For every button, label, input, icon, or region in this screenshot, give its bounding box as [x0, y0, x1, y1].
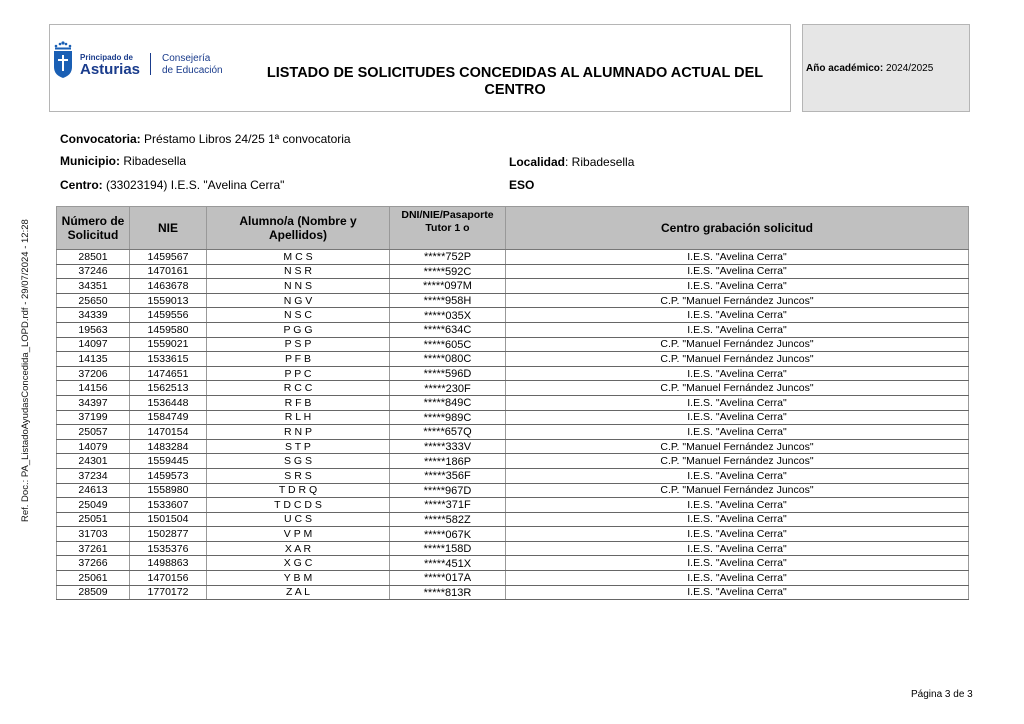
table-row [57, 395, 969, 410]
cell-numero: 24301 [57, 454, 130, 469]
cell-dni-tutor: *****596D [390, 366, 506, 381]
logo-department [162, 53, 223, 77]
cell-dni-tutor: *****592C [390, 264, 506, 279]
academic-year-box [802, 24, 970, 112]
cell-dni-tutor: *****067K [390, 527, 506, 542]
cell-numero: 25061 [57, 571, 130, 586]
cell-centro: C.P. "Manuel Fernández Juncos" [506, 293, 969, 308]
cell-alumno: N S R [207, 264, 390, 279]
cell-dni-tutor: *****958H [390, 293, 506, 308]
cell-centro: I.E.S. "Avelina Cerra" [506, 395, 969, 410]
cell-dni-tutor: *****582Z [390, 512, 506, 527]
academic-year-value: 2024/2025 [886, 63, 934, 74]
col-header-alumno: Alumno/a (Nombre y Apellidos) [207, 207, 390, 250]
table-row [57, 381, 969, 396]
cell-nie: 1459567 [130, 250, 207, 265]
table-row [57, 308, 969, 323]
cell-numero: 25049 [57, 498, 130, 513]
logo-separator [150, 53, 151, 75]
cell-alumno: T D R Q [207, 483, 390, 498]
cell-alumno: R C C [207, 381, 390, 396]
document-title: LISTADO DE SOLICITUDES CONCEDIDAS AL ALUMNADO ACTUAL DEL CENTRO [266, 65, 764, 98]
table-row [57, 322, 969, 337]
cell-alumno: S T P [207, 439, 390, 454]
cell-dni-tutor: *****230F [390, 381, 506, 396]
table-row [57, 425, 969, 440]
municipio-value: Ribadesella [123, 154, 187, 168]
cell-nie: 1459580 [130, 322, 207, 337]
cell-centro: I.E.S. "Avelina Cerra" [506, 527, 969, 542]
cell-alumno: M C S [207, 250, 390, 265]
cell-dni-tutor: *****080C [390, 352, 506, 367]
cell-numero: 24613 [57, 483, 130, 498]
academic-year-label: Año académico: [806, 63, 884, 74]
cell-alumno: N G V [207, 293, 390, 308]
dept-line2: de Educación [162, 65, 223, 76]
cell-nie: 1474651 [130, 366, 207, 381]
cell-numero: 25057 [57, 425, 130, 440]
cell-centro: I.E.S. "Avelina Cerra" [506, 571, 969, 586]
col-header-nie: NIE [130, 207, 207, 250]
cell-numero: 14097 [57, 337, 130, 352]
col-header-numero: Número de Solicitud [57, 207, 130, 250]
cell-numero: 14135 [57, 352, 130, 367]
cell-nie: 1502877 [130, 527, 207, 542]
cell-alumno: N N S [207, 279, 390, 294]
document-reference: Ref. Doc.: PA_ListadoAyudasConcedida_LOPD.rdf - 29/07/2024 - 12:28 [20, 219, 31, 522]
cell-alumno: S R S [207, 468, 390, 483]
cell-numero: 37206 [57, 366, 130, 381]
cell-alumno: R N P [207, 425, 390, 440]
cell-numero: 28501 [57, 250, 130, 265]
cell-centro: I.E.S. "Avelina Cerra" [506, 425, 969, 440]
table-row [57, 512, 969, 527]
principado-asturias-logo [50, 41, 240, 81]
cell-numero: 19563 [57, 322, 130, 337]
cell-alumno: P S P [207, 337, 390, 352]
centro-label: Centro: [60, 178, 106, 192]
centro-value: (33023194) I.E.S. "Avelina Cerra" [106, 178, 285, 192]
localidad-line [509, 155, 634, 169]
cell-centro: I.E.S. "Avelina Cerra" [506, 322, 969, 337]
cell-centro: C.P. "Manuel Fernández Juncos" [506, 454, 969, 469]
cell-centro: I.E.S. "Avelina Cerra" [506, 556, 969, 571]
cell-nie: 1559013 [130, 293, 207, 308]
cell-numero: 37261 [57, 541, 130, 556]
etapa-value: ESO [509, 178, 535, 192]
cell-numero: 37266 [57, 556, 130, 571]
cell-numero: 34351 [57, 279, 130, 294]
cell-nie: 1463678 [130, 279, 207, 294]
cell-dni-tutor: *****752P [390, 250, 506, 265]
cell-centro: C.P. "Manuel Fernández Juncos" [506, 352, 969, 367]
cell-nie: 1535376 [130, 541, 207, 556]
cell-centro: I.E.S. "Avelina Cerra" [506, 366, 969, 381]
cell-centro: I.E.S. "Avelina Cerra" [506, 308, 969, 323]
table-row [57, 293, 969, 308]
table-row [57, 250, 969, 265]
cell-dni-tutor: *****017A [390, 571, 506, 586]
cell-numero: 37199 [57, 410, 130, 425]
table-row [57, 498, 969, 513]
cell-alumno: S G S [207, 454, 390, 469]
cell-nie: 1483284 [130, 439, 207, 454]
cell-nie: 1501504 [130, 512, 207, 527]
cell-centro: C.P. "Manuel Fernández Juncos" [506, 439, 969, 454]
cell-nie: 1562513 [130, 381, 207, 396]
cell-centro: I.E.S. "Avelina Cerra" [506, 498, 969, 513]
page-number: Página 3 de 3 [911, 689, 973, 700]
cell-nie: 1559445 [130, 454, 207, 469]
table-row [57, 366, 969, 381]
cell-dni-tutor: *****333V [390, 439, 506, 454]
col-header-dni-tutor: DNI/NIE/Pasaporte Tutor 1 o [390, 207, 506, 250]
cell-nie: 1470161 [130, 264, 207, 279]
cell-nie: 1470154 [130, 425, 207, 440]
cell-dni-tutor: *****158D [390, 541, 506, 556]
table-row [57, 439, 969, 454]
cell-alumno: R F B [207, 395, 390, 410]
cell-dni-tutor: *****967D [390, 483, 506, 498]
cell-centro: I.E.S. "Avelina Cerra" [506, 541, 969, 556]
cell-numero: 28509 [57, 585, 130, 600]
cell-alumno: X G C [207, 556, 390, 571]
cell-alumno: T D C D S [207, 498, 390, 513]
cell-nie: 1533607 [130, 498, 207, 513]
cell-dni-tutor: *****849C [390, 395, 506, 410]
municipio-label: Municipio: [60, 154, 120, 168]
cell-numero: 34397 [57, 395, 130, 410]
convocatoria-value: Préstamo Libros 24/25 1ª convocatoria [144, 132, 351, 146]
cell-centro: C.P. "Manuel Fernández Juncos" [506, 483, 969, 498]
cell-alumno: Y B M [207, 571, 390, 586]
table-row [57, 279, 969, 294]
cell-numero: 37246 [57, 264, 130, 279]
cell-dni-tutor: *****657Q [390, 425, 506, 440]
municipio-line [60, 154, 186, 168]
table-row [57, 410, 969, 425]
table-row [57, 483, 969, 498]
etapa-line [509, 178, 534, 192]
cell-alumno: N S C [207, 308, 390, 323]
logo-line1: Principado de [80, 53, 133, 62]
cell-alumno: R L H [207, 410, 390, 425]
cell-centro: I.E.S. "Avelina Cerra" [506, 410, 969, 425]
cell-nie: 1470156 [130, 571, 207, 586]
cell-nie: 1558980 [130, 483, 207, 498]
cell-centro: I.E.S. "Avelina Cerra" [506, 264, 969, 279]
cell-centro: I.E.S. "Avelina Cerra" [506, 250, 969, 265]
asturias-shield-icon [52, 41, 74, 79]
cell-nie: 1459556 [130, 308, 207, 323]
cell-dni-tutor: *****035X [390, 308, 506, 323]
cell-centro: C.P. "Manuel Fernández Juncos" [506, 381, 969, 396]
cell-dni-tutor: *****989C [390, 410, 506, 425]
cell-alumno: U C S [207, 512, 390, 527]
table-row [57, 337, 969, 352]
cell-numero: 14156 [57, 381, 130, 396]
cell-dni-tutor: *****451X [390, 556, 506, 571]
cell-dni-tutor: *****634C [390, 322, 506, 337]
cell-centro: C.P. "Manuel Fernández Juncos" [506, 337, 969, 352]
table-row [57, 541, 969, 556]
cell-nie: 1559021 [130, 337, 207, 352]
cell-dni-tutor: *****186P [390, 454, 506, 469]
cell-dni-tutor: *****097M [390, 279, 506, 294]
cell-dni-tutor: *****356F [390, 468, 506, 483]
table-row [57, 264, 969, 279]
cell-dni-tutor: *****605C [390, 337, 506, 352]
cell-centro: I.E.S. "Avelina Cerra" [506, 512, 969, 527]
cell-centro: I.E.S. "Avelina Cerra" [506, 279, 969, 294]
cell-numero: 31703 [57, 527, 130, 542]
cell-nie: 1533615 [130, 352, 207, 367]
cell-dni-tutor: *****371F [390, 498, 506, 513]
localidad-value: : Ribadesella [565, 155, 635, 169]
cell-centro: I.E.S. "Avelina Cerra" [506, 468, 969, 483]
table-row [57, 468, 969, 483]
table-row [57, 571, 969, 586]
table-row [57, 454, 969, 469]
cell-numero: 34339 [57, 308, 130, 323]
centro-line [60, 178, 284, 192]
cell-alumno: Z A L [207, 585, 390, 600]
cell-nie: 1770172 [130, 585, 207, 600]
cell-numero: 14079 [57, 439, 130, 454]
solicitudes-table [56, 206, 969, 600]
cell-alumno: V P M [207, 527, 390, 542]
cell-alumno: X A R [207, 541, 390, 556]
document-header [49, 24, 791, 112]
cell-nie: 1498863 [130, 556, 207, 571]
table-row [57, 585, 969, 600]
cell-alumno: P F B [207, 352, 390, 367]
dept-line1: Consejería [162, 53, 211, 64]
cell-numero: 37234 [57, 468, 130, 483]
cell-centro: I.E.S. "Avelina Cerra" [506, 585, 969, 600]
table-row [57, 527, 969, 542]
cell-alumno: P G G [207, 322, 390, 337]
col-header-centro: Centro grabación solicitud [506, 207, 969, 250]
cell-numero: 25650 [57, 293, 130, 308]
cell-numero: 25051 [57, 512, 130, 527]
cell-dni-tutor: *****813R [390, 585, 506, 600]
logo-line2: Asturias [80, 61, 141, 78]
table-row [57, 556, 969, 571]
cell-nie: 1459573 [130, 468, 207, 483]
cell-alumno: P P C [207, 366, 390, 381]
table-header-row [57, 207, 969, 250]
table-row [57, 352, 969, 367]
convocatoria-label: Convocatoria: [60, 132, 141, 146]
cell-nie: 1584749 [130, 410, 207, 425]
convocatoria-line [60, 132, 351, 146]
cell-nie: 1536448 [130, 395, 207, 410]
localidad-label: Localidad [509, 155, 566, 169]
